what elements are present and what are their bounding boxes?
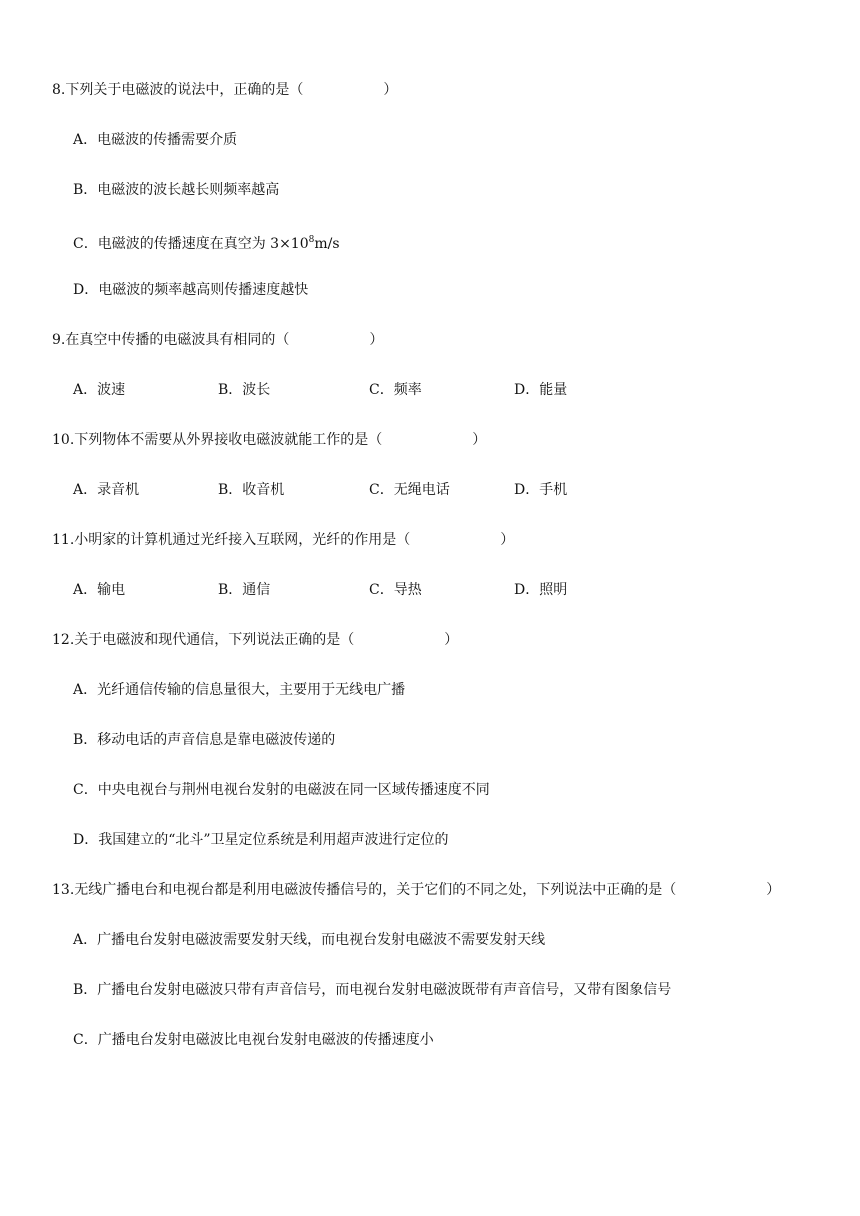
question-13-stem	[52, 880, 780, 900]
question-13-option-c: C．广播电台发射电磁波比电视台发射电磁波的传播速度小	[73, 1032, 434, 1048]
closing-paren: ）	[766, 882, 781, 898]
question-stem-text: 8.下列关于电磁波的说法中，正确的是（	[52, 82, 304, 98]
question-11-option-b: B．通信	[218, 582, 271, 598]
question-stem-text: 12.关于电磁波和现代通信，下列说法正确的是（	[52, 632, 355, 648]
question-11-option-c: C．导热	[369, 582, 422, 598]
closing-paren: ）	[383, 82, 398, 98]
question-11-stem	[52, 530, 514, 550]
exponent: 8	[308, 235, 315, 245]
question-10-option-d: D．手机	[514, 482, 568, 498]
question-9-option-c: C．频率	[369, 382, 422, 398]
question-8-option-a: A．电磁波的传播需要介质	[73, 132, 238, 148]
question-10-option-a: A．录音机	[73, 482, 140, 498]
question-11-option-d: D．照明	[514, 582, 568, 598]
question-10-stem	[52, 430, 486, 450]
question-8-option-d: D．电磁波的频率越高则传播速度越快	[73, 282, 309, 298]
closing-paren: ）	[369, 332, 384, 348]
question-12-option-c: C．中央电视台与荆州电视台发射的电磁波在同一区域传播速度不同	[73, 782, 490, 798]
question-stem-text: 10.下列物体不需要从外界接收电磁波就能工作的是（	[52, 432, 383, 448]
question-9-stem	[52, 330, 383, 350]
question-9-option-b: B．波长	[218, 382, 271, 398]
question-12-stem	[52, 630, 458, 650]
question-10-option-c: C．无绳电话	[369, 482, 450, 498]
question-13-option-b: B．广播电台发射电磁波只带有声音信号，而电视台发射电磁波既带有声音信号，又带有图象信号	[73, 982, 672, 998]
question-stem-text: 13.无线广播电台和电视台都是利用电磁波传播信号的，关于它们的不同之处，下列说法中正确的是（	[52, 882, 677, 898]
question-12-option-b: B．移动电话的声音信息是靠电磁波传递的	[73, 732, 336, 748]
question-8-stem	[52, 80, 397, 100]
question-9-option-d: D．能量	[514, 382, 568, 398]
unit-text: m/s	[314, 236, 340, 252]
closing-paren: ）	[500, 532, 515, 548]
option-text: C．电磁波的传播速度在真空为 3×10	[73, 236, 309, 252]
question-stem-text: 9.在真空中传播的电磁波具有相同的（	[52, 332, 290, 348]
question-10-option-b: B．收音机	[218, 482, 285, 498]
closing-paren: ）	[472, 432, 487, 448]
question-8-option-b: B．电磁波的波长越长则频率越高	[73, 182, 280, 198]
question-stem-text: 11.小明家的计算机通过光纤接入互联网，光纤的作用是（	[52, 532, 411, 548]
question-9-option-a: A．波速	[73, 382, 126, 398]
question-12-option-a: A．光纤通信传输的信息量很大，主要用于无线电广播	[73, 682, 406, 698]
question-11-option-a: A．输电	[73, 582, 126, 598]
question-8-option-c	[73, 230, 340, 250]
question-13-option-a: A．广播电台发射电磁波需要发射天线，而电视台发射电磁波不需要发射天线	[73, 932, 546, 948]
question-12-option-d: D．我国建立的“北斗”卫星定位系统是利用超声波进行定位的	[73, 832, 449, 848]
closing-paren: ）	[444, 632, 459, 648]
